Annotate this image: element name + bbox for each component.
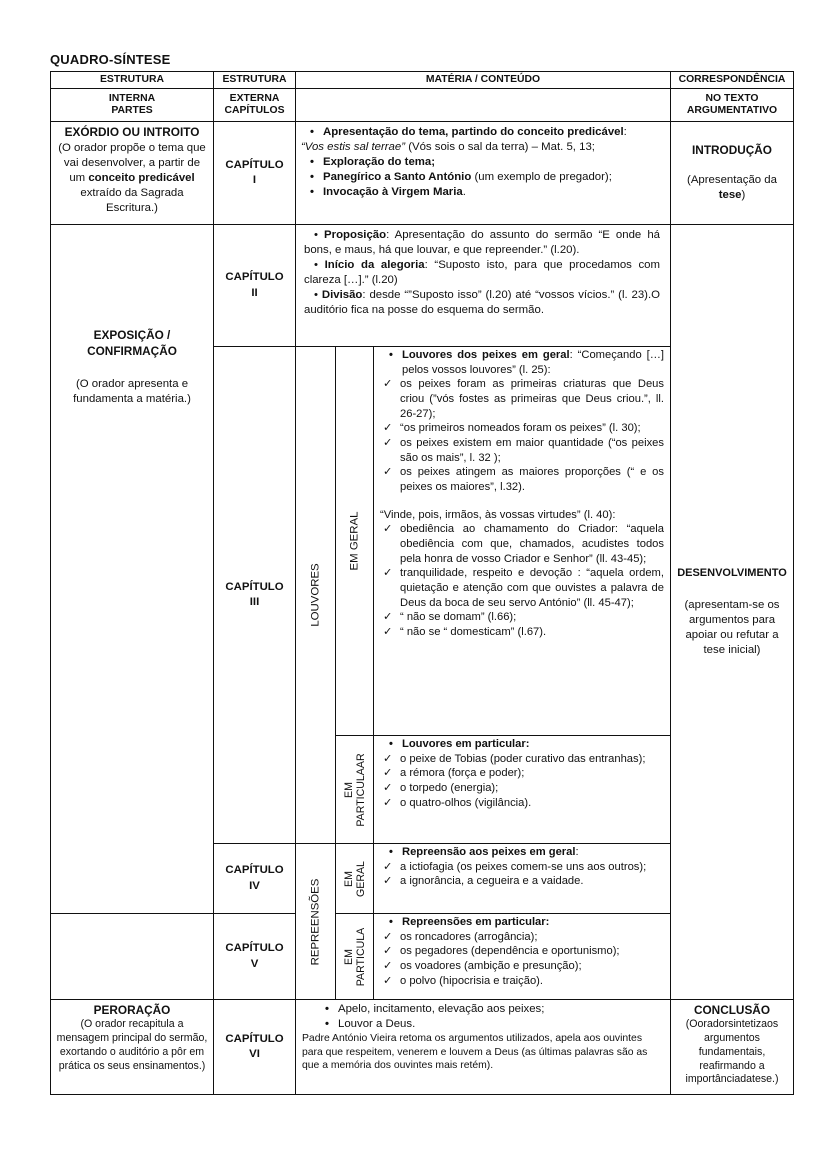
correspondencia-desc: (apresentam-se os argumentos para apoiar ou refutar a tese inicial) xyxy=(684,599,780,657)
capitulo-vi xyxy=(213,999,296,1095)
header-label: MATÉRIA / CONTEÚDO xyxy=(425,73,541,85)
item-bold: Panegírico a Santo António xyxy=(323,171,472,184)
peroracao-correspondencia xyxy=(670,999,794,1095)
check-item: ✓ o torpedo (energia); xyxy=(380,781,664,796)
item-bold: Exploração do tema; xyxy=(323,156,436,169)
correspondencia-title: INTRODUÇÃO xyxy=(692,143,772,158)
vlabel-line: PARTICULA xyxy=(354,927,367,986)
check-item: ✓ os peixes atingem as maiores proporções (“ e os peixes os maiores”, l.32). xyxy=(380,465,664,494)
check-item: ✓ o polvo (hipocrisia e traição). xyxy=(380,974,664,989)
correspondencia-desc xyxy=(676,173,788,203)
em-geral-rep-label-cell xyxy=(335,843,374,914)
peroracao-title: PERORAÇÃO xyxy=(93,1003,171,1017)
exordio-conteudo xyxy=(295,121,671,225)
divisao: • Divisão: desde “”Suposto isso” (l.20) até “vossos vícios.” (l. 23).O auditório fica na posse do esquema do sermão. xyxy=(304,289,661,317)
exordio-cell xyxy=(50,121,214,225)
header-externa-capitulos xyxy=(213,88,296,122)
capitulo-ii xyxy=(213,224,296,347)
exposicao-cell xyxy=(50,224,214,914)
list-item xyxy=(380,348,664,377)
repreensoes-particular-conteudo xyxy=(373,913,671,1000)
item-rest: . xyxy=(462,186,466,199)
capitulo-iii xyxy=(213,346,296,844)
item-rest: (Vós sois o sal da terra) – Mat. 5, 13; xyxy=(405,141,595,154)
header-empty xyxy=(295,88,671,122)
exposicao-desc: (O orador apresenta e fundamenta a matéria.) xyxy=(73,378,191,406)
list-item xyxy=(301,125,665,140)
correspondencia-title: DESENVOLVIMENTO xyxy=(677,566,787,579)
capitulo-label: CAPÍTULO xyxy=(225,158,284,171)
header-interna-partes xyxy=(50,88,214,122)
check-item: ✓ os pegadores (dependência e oportunismo); xyxy=(380,944,664,959)
em-particular-label xyxy=(342,753,366,826)
vlabel-line: GERAL xyxy=(354,860,367,897)
check-item: ✓ a ictiofagia (os peixes comem-se uns aos outros); xyxy=(380,860,664,875)
check-item: ✓ o peixe de Tobias (poder curativo das entranhas); xyxy=(380,752,664,767)
item-rest: : “Começando […] pelos vossos louvores” (l. 25): xyxy=(402,349,665,376)
vlabel-line: PARTICULAAR xyxy=(354,752,367,827)
item-rest: : “Suposto isto, para que procedamos com clareza […].” (l.20) xyxy=(304,259,661,287)
header-label: NO TEXTO xyxy=(705,92,759,104)
corr-c: ) xyxy=(741,188,746,201)
capitulo-i xyxy=(213,121,296,225)
check-item: ✓ os peixes foram as primeiras criaturas que Deus criou (”vós fostes as primeiras que Deus criou.”, ll. 26-27); xyxy=(380,377,664,421)
capitulo-label: CAPÍTULO xyxy=(225,271,284,284)
header-materia xyxy=(295,71,671,89)
header-label: EXTERNA xyxy=(229,92,280,104)
check-item: ✓ os voadores (ambição e presunção); xyxy=(380,959,664,974)
item-bold: Proposição xyxy=(324,229,387,241)
louvores-label: LOUVORES xyxy=(308,563,321,627)
item-bold: Início da alegoria xyxy=(324,259,425,272)
capitulo-number: V xyxy=(250,957,259,970)
list-item: • Louvor a Deus. xyxy=(316,1017,664,1032)
page-title: QUADRO-SÍNTESE xyxy=(50,52,171,67)
repreensoes-geral-conteudo xyxy=(373,843,671,914)
list-item xyxy=(301,185,665,200)
item-colon: : xyxy=(575,846,579,858)
vlabel-line: EM xyxy=(342,948,355,965)
capitulo-number: III xyxy=(249,596,260,608)
item-bold: Invocação à Virgem Maria xyxy=(323,186,463,199)
exordio-desc-a: (O orador propõe o tema que vai desenvolver, a partir de um xyxy=(58,141,206,184)
capitulo-label: CAPÍTULO xyxy=(225,942,284,955)
check-item: ✓ “os primeiros nomeados foram os peixes” (l. 30); xyxy=(380,421,664,436)
em-geral-rep-label xyxy=(342,861,366,897)
louvores-intro-virtudes: “Vinde, pois, irmãos, às vossas virtudes” (l. 40): xyxy=(380,508,616,521)
exordio-title: EXÓRDIO OU INTROITO xyxy=(64,125,200,139)
peroracao-paragrafo: Padre António Vieira retoma os argumentos utilizados, apela aos ouvintes para que respeitem, venerem e louvem a Deus (as últimas palavras são as que a memória dos ouvintes mais retém). xyxy=(302,1033,648,1072)
item-bold: Repreensões em particular: xyxy=(402,916,550,928)
corr-b: tese xyxy=(718,188,742,201)
em-geral-label: EM GERAL xyxy=(347,511,360,571)
check-item: ✓ obediência ao chamamento do Criador: “aquela obediência com que, chamados, acudistes todos pela honra de vosso Criador e Senhor” (ll. 43-45); xyxy=(380,522,664,566)
vlabel-line: EM xyxy=(342,870,355,887)
em-geral-label-cell xyxy=(335,346,374,736)
correspondencia-desc: (Ooradorsintetizaos argumentos fundamentais, reafirmando a importânciadatese.) xyxy=(685,1018,779,1086)
item-continuation xyxy=(301,140,665,155)
list-item xyxy=(380,915,664,930)
capitulo-label: CAPÍTULO xyxy=(225,864,284,877)
item-bold: Repreensão aos peixes em geral xyxy=(402,846,576,858)
item-bold: Louvores em particular: xyxy=(402,738,530,750)
exposicao-title-1: EXPOSIÇÃO / xyxy=(93,328,171,342)
header-label: CORRESPONDÊNCIA xyxy=(678,73,786,85)
capitulo-v xyxy=(213,913,296,1000)
list-item xyxy=(301,170,665,185)
exposicao-title-2: CONFIRMAÇÃO xyxy=(87,343,177,358)
header-label: ESTRUTURA xyxy=(222,73,287,85)
item-rest: : Apresentação do assunto do sermão “E onde há bons, e maus, há que louvar, e que repreender.” (l.20). xyxy=(304,229,660,257)
check-item: ✓ tranquilidade, respeito e devoção : “aquela ordem, quietação e atenção com que ouvistes a palavra de Deus da boca de seu servo António” (ll. 45-47); xyxy=(380,566,664,610)
item-rest: (um exemplo de pregador); xyxy=(471,171,612,184)
item-colon: : xyxy=(623,126,627,138)
check-item: ✓ “ não se “ domesticam” (l.67). xyxy=(380,625,664,640)
proposicao: • Proposição: Apresentação do assunto do sermão “E onde há bons, e maus, há que louvar, e que repreender.” (l.20). xyxy=(304,229,660,257)
header-label: ARGUMENTATIVO xyxy=(686,105,778,116)
header-label: CAPÍTULOS xyxy=(224,105,285,116)
em-particula-label-cell xyxy=(335,913,374,1000)
repreensoes-label: REPREENSÕES xyxy=(308,878,321,965)
item-bold: Apresentação do tema, partindo do conceito predicável xyxy=(323,126,624,138)
capitulo-ii-conteudo xyxy=(295,224,671,347)
em-particular-label-cell xyxy=(335,735,374,844)
item-bold: Divisão xyxy=(321,289,363,302)
louvores-label-cell xyxy=(295,346,336,844)
check-item: ✓ os peixes existem em maior quantidade (“os peixes são os mais”, l. 32 ); xyxy=(380,436,664,465)
check-item: ✓ o quatro-olhos (vigilância). xyxy=(380,796,664,811)
header-label: PARTES xyxy=(111,105,153,116)
peroracao-desc: (O orador recapitula a mensagem principal do sermão, exortando o auditório a pôr em prática os seus ensinamentos.) xyxy=(56,1018,208,1072)
header-correspondencia-sub xyxy=(670,88,794,122)
list-item xyxy=(380,845,664,860)
list-item xyxy=(380,737,664,752)
capitulo-label: CAPÍTULO xyxy=(225,1032,284,1045)
em-particula-label xyxy=(342,927,366,985)
exordio-correspondencia xyxy=(670,121,794,225)
item-bold: Louvores dos peixes em geral xyxy=(402,349,570,361)
list-item: • Apelo, incitamento, elevação aos peixes; xyxy=(316,1002,664,1017)
header-label: ESTRUTURA xyxy=(99,73,165,85)
check-item: ✓ “ não se domam” (l.66); xyxy=(380,610,664,625)
correspondencia-title: CONCLUSÃO xyxy=(693,1003,771,1017)
louvores-particular-conteudo xyxy=(373,735,671,844)
peroracao-cell xyxy=(50,999,214,1095)
capitulo-iv xyxy=(213,843,296,914)
list-item xyxy=(301,155,665,170)
exposicao-correspondencia xyxy=(670,224,794,1000)
louvores-geral-conteudo xyxy=(373,346,671,736)
capitulo-number: IV xyxy=(249,879,260,892)
item-italic: “Vos estis sal terrae” xyxy=(301,141,406,154)
vlabel-line: EM xyxy=(342,781,355,798)
exposicao-empty-cell xyxy=(50,913,214,1000)
peroracao-conteudo xyxy=(295,999,671,1095)
exordio-desc-b: conceito predicável xyxy=(88,171,195,184)
capitulo-label: CAPÍTULO xyxy=(225,580,284,593)
header-estrutura-externa xyxy=(213,71,296,89)
header-correspondencia xyxy=(670,71,794,89)
exordio-desc-c: extraído da Sagrada Escritura.) xyxy=(80,186,184,214)
capitulo-number: VI xyxy=(249,1048,260,1060)
check-item: ✓ a rémora (força e poder); xyxy=(380,766,664,781)
header-label: INTERNA xyxy=(108,92,156,104)
exordio-desc xyxy=(56,141,208,216)
check-item: ✓ os roncadores (arrogância); xyxy=(380,930,664,945)
check-item: ✓ a ignorância, a cegueira e a vaidade. xyxy=(380,874,664,889)
capitulo-number: II xyxy=(251,286,258,299)
corr-a: (Apresentação da xyxy=(687,173,777,186)
item-rest: : desde “”Suposto isso” (l.20) até “vossos vícios.” (l. 23).O auditório fica na posse do esquema do sermão. xyxy=(304,289,661,317)
repreensoes-label-cell xyxy=(295,843,336,1000)
capitulo-number: I xyxy=(252,174,257,186)
header-estrutura-interna xyxy=(50,71,214,89)
inicio-alegoria: • Início da alegoria: “Suposto isto, para que procedamos com clareza […].” (l.20) xyxy=(304,259,661,287)
